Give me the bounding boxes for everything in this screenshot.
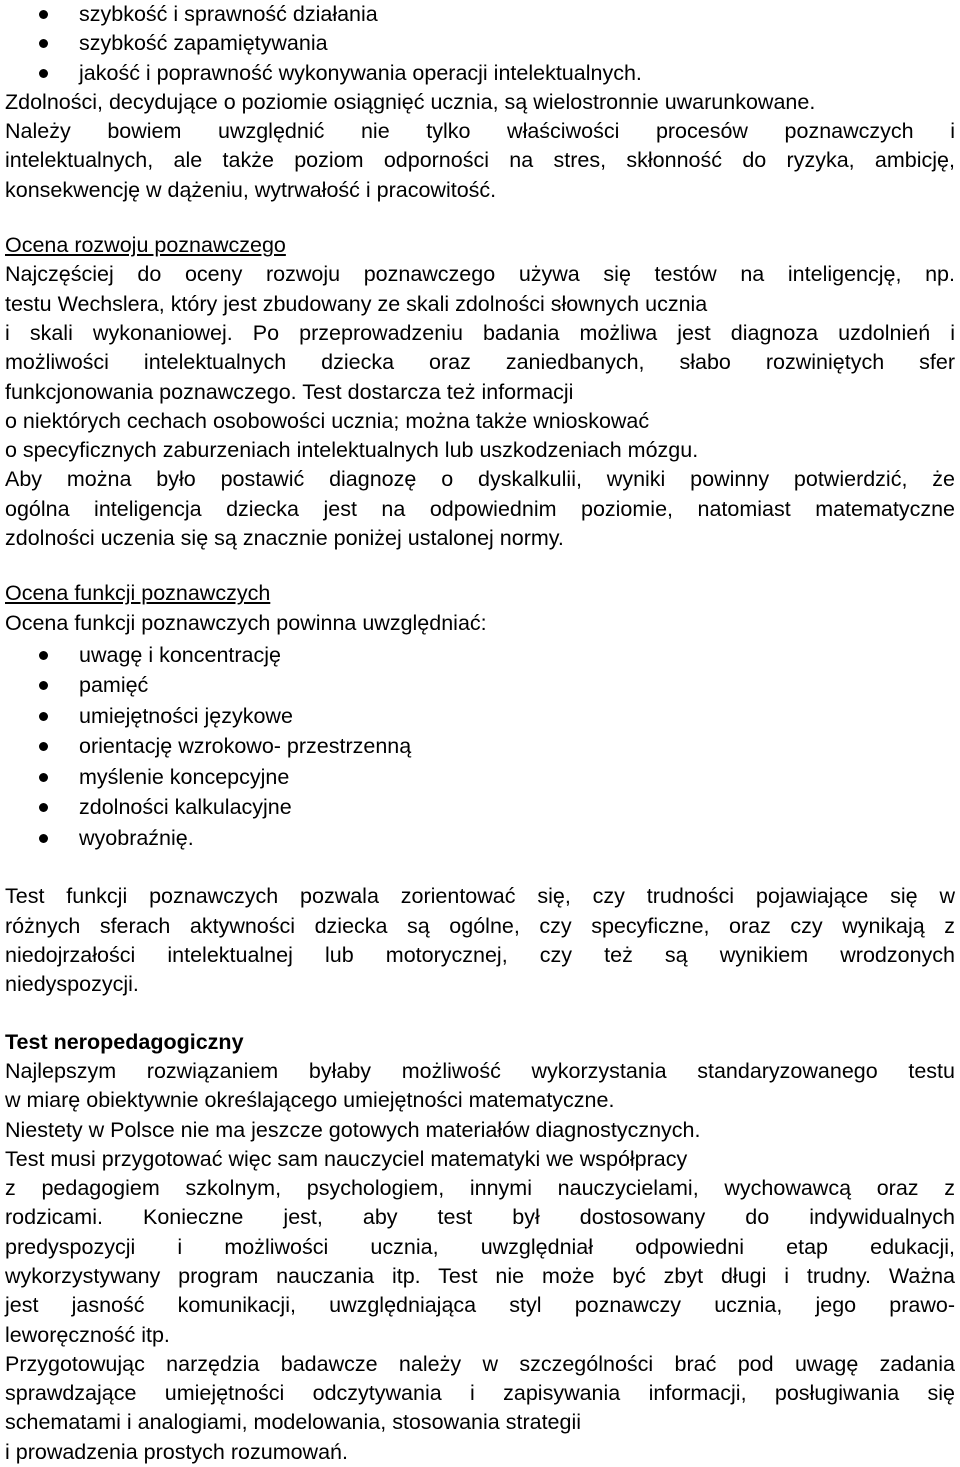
- list-item-text: szybkość zapamiętywania: [79, 31, 328, 56]
- list-item-text: umiejętności językowe: [79, 703, 293, 728]
- bullet-icon: [39, 803, 48, 812]
- paragraph-line: i prowadzenia prostych rozumowań.: [5, 1439, 348, 1464]
- paragraph-line: niedyspozycji.: [5, 972, 139, 997]
- paragraph-line: Test musi przygotować więc sam nauczyciel matematyki we współpracy: [5, 1146, 688, 1171]
- paragraph-line: różnych sferach aktywności dziecka są ogólne, czy specyficzne, oraz czy wynikają z: [5, 913, 955, 938]
- list-item-text: szybkość i sprawność działania: [79, 2, 378, 26]
- paragraph-line: schematami i analogiami, modelowania, stosowania strategii: [5, 1410, 582, 1435]
- bullet-icon: [39, 712, 48, 721]
- paragraph-line: z pedagogiem szkolnym, psychologiem, innymi nauczycielami, wychowawcą oraz z: [5, 1176, 955, 1201]
- paragraph-line: Najlepszym rozwiązaniem byłaby możliwość wykorzystania standaryzowanego testu: [5, 1058, 955, 1083]
- paragraph-line: testu Wechslera, który jest zbudowany ze skali zdolności słownych ucznia: [5, 291, 708, 316]
- bullet-icon: [39, 39, 48, 48]
- paragraph-line: i skali wykonaniowej. Po przeprowadzeniu badania możliwa jest diagnoza uzdolnień i: [5, 320, 955, 345]
- bullet-icon: [39, 773, 48, 782]
- section-heading: [5, 579, 955, 608]
- section-heading-text: Ocena rozwoju poznawczego: [5, 233, 286, 258]
- spacer: [5, 854, 955, 882]
- paragraph-line: leworęczność itp.: [5, 1322, 170, 1347]
- list-item: [5, 671, 955, 702]
- paragraph-line: rodzicami. Konieczne jest, aby test był dostosowany do indywidualnych: [5, 1205, 955, 1230]
- list-item: [5, 641, 955, 672]
- section-development: [5, 231, 955, 553]
- intro-bullet-list: [5, 0, 955, 88]
- section-heading-text: Test neropedagogiczny: [5, 1029, 244, 1054]
- list-item-text: uwagę i koncentrację: [79, 642, 281, 667]
- paragraph-line: intelektualnych, ale także poziom odporności na stres, skłonność do ryzyka, ambicję,: [5, 148, 955, 173]
- functions-bullet-list: [5, 641, 955, 855]
- list-item-text: wyobraźnię.: [79, 825, 194, 850]
- paragraph-line: Przygotowując narzędzia badawcze należy w szczególności brać pod uwagę zadania: [5, 1351, 955, 1376]
- section-functions: [5, 579, 955, 999]
- bullet-icon: [39, 69, 48, 78]
- bullet-icon: [39, 742, 48, 751]
- abilities-paragraph: [5, 88, 955, 205]
- list-item-text: orientację wzrokowo- przestrzenną: [79, 734, 412, 759]
- paragraph-line: wykorzystywany program nauczania itp. Test nie może być zbyt długi i trudny. Ważna: [5, 1264, 955, 1288]
- list-item-text: pamięć: [79, 673, 149, 698]
- paragraph-line: ogólna inteligencja dziecka jest na odpowiednim poziomie, natomiast matematyczne: [5, 496, 955, 521]
- spacer: [5, 205, 955, 231]
- functions-summary: [5, 882, 955, 999]
- bullet-icon: [39, 834, 48, 843]
- bullet-icon: [39, 651, 48, 660]
- section-heading: [5, 1028, 955, 1057]
- list-item-text: jakość i poprawność wykonywania operacji intelektualnych.: [79, 60, 642, 85]
- paragraph-line: niedojrzałości intelektualnej lub motorycznej, czy też są wynikiem wrodzonych: [5, 943, 955, 968]
- paragraph-line: możliwości intelektualnych dziecka oraz zaniedbanych, słabo rozwiniętych sfer: [5, 350, 955, 375]
- paragraph-line: Aby można było postawić diagnozę o dyskalkulii, wyniki powinny potwierdzić, że: [5, 467, 955, 492]
- section-heading-text: Ocena funkcji poznawczych: [5, 581, 271, 606]
- paragraph-line: sprawdzające umiejętności odczytywania i zapisywania informacji, posługiwania się: [5, 1381, 955, 1406]
- paragraph-line: Test funkcji poznawczych pozwala zorientować się, czy trudności pojawiające się w: [5, 884, 955, 909]
- paragraph-line: Niestety w Polsce nie ma jeszcze gotowych materiałów diagnostycznych.: [5, 1117, 701, 1142]
- bullet-icon: [39, 681, 48, 690]
- list-item: [5, 59, 955, 88]
- section-test: [5, 1028, 955, 1467]
- paragraph-line: predyspozycji i możliwości ucznia, uwzględniał odpowiedni etap edukacji,: [5, 1234, 955, 1259]
- paragraph-line: Najczęściej do oceny rozwoju poznawczego używa się testów na inteligencję, np.: [5, 262, 955, 287]
- spacer: [5, 553, 955, 579]
- paragraph-line: Zdolności, decydujące o poziomie osiągnięć ucznia, są wielostronnie uwarunkowane.: [5, 89, 816, 114]
- list-item-text: zdolności kalkulacyjne: [79, 795, 292, 820]
- section-intro: Ocena funkcji poznawczych powinna uwzględniać:: [5, 610, 487, 635]
- paragraph-line: o niektórych cechach osobowości ucznia; można także wnioskować: [5, 408, 650, 433]
- list-item: [5, 0, 955, 29]
- paragraph-line: Należy bowiem uwzględnić nie tylko właściwości procesów poznawczych i: [5, 119, 955, 144]
- list-item: [5, 29, 955, 58]
- list-item: [5, 793, 955, 824]
- paragraph-line: jest jasność komunikacji, uwzględniająca styl poznawczy ucznia, jego prawo-: [5, 1293, 955, 1318]
- paragraph-line: zdolności uczenia się są znacznie poniżej ustalonej normy.: [5, 526, 564, 551]
- list-item-text: myślenie koncepcyjne: [79, 764, 290, 789]
- paragraph-line: o specyficznych zaburzeniach intelektualnych lub uszkodzeniach mózgu.: [5, 438, 699, 463]
- paragraph-line: w miarę obiektywnie określającego umiejętności matematyczne.: [5, 1088, 615, 1113]
- list-item: [5, 702, 955, 733]
- paragraph-line: funkcjonowania poznawczego. Test dostarcza też informacji: [5, 379, 574, 404]
- bullet-icon: [39, 10, 48, 19]
- list-item: [5, 763, 955, 794]
- paragraph-line: konsekwencję w dążeniu, wytrwałość i pracowitość.: [5, 177, 497, 202]
- section-heading: [5, 231, 955, 260]
- spacer: [5, 1000, 955, 1028]
- list-item: [5, 824, 955, 855]
- list-item: [5, 732, 955, 763]
